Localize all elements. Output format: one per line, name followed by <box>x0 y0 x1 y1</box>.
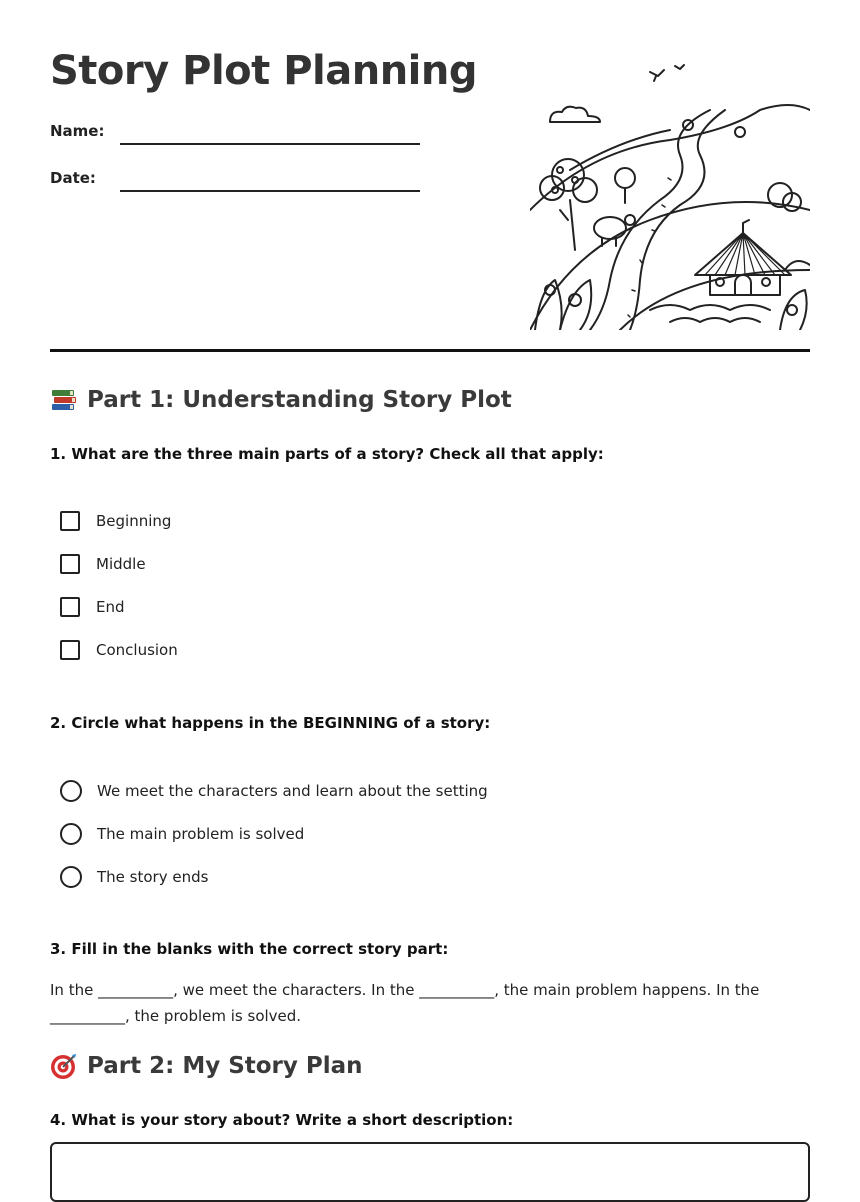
checkbox-option-conclusion[interactable] <box>60 640 178 660</box>
checkbox[interactable] <box>60 511 80 531</box>
radio-circle[interactable] <box>60 823 82 845</box>
name-label: Name: <box>50 122 105 140</box>
header-divider <box>50 349 810 352</box>
part1-heading <box>50 386 512 414</box>
date-label: Date: <box>50 169 96 187</box>
checkbox[interactable] <box>60 640 80 660</box>
option-label: The main problem is solved <box>97 825 305 843</box>
page-title: Story Plot Planning <box>50 48 477 94</box>
target-icon <box>50 1052 78 1080</box>
checkbox-option-middle[interactable] <box>60 554 146 574</box>
part1-title: Part 1: Understanding Story Plot <box>87 387 512 413</box>
fill-in-blanks-sentence: In the __________, we meet the characters. In the __________, the main problem happens. In the __________, the problem is solved. <box>50 981 760 1025</box>
part2-heading <box>50 1052 363 1080</box>
part2-title: Part 2: My Story Plan <box>87 1053 363 1079</box>
radio-option-3[interactable] <box>60 866 208 888</box>
question-1: 1. What are the three main parts of a story? Check all that apply: <box>50 445 604 463</box>
option-label: End <box>96 598 125 616</box>
name-field[interactable] <box>120 143 420 145</box>
checkbox-option-beginning[interactable] <box>60 511 171 531</box>
books-icon <box>50 386 78 414</box>
checkbox[interactable] <box>60 554 80 574</box>
story-description-answer-box[interactable] <box>50 1142 810 1202</box>
option-label: Middle <box>96 555 146 573</box>
option-label: Conclusion <box>96 641 178 659</box>
option-label: Beginning <box>96 512 172 530</box>
storybook-landscape-illustration <box>530 60 810 330</box>
question-3: 3. Fill in the blanks with the correct story part: <box>50 940 449 958</box>
date-field[interactable] <box>120 190 420 192</box>
option-label: The story ends <box>97 868 209 886</box>
radio-option-1[interactable] <box>60 780 488 802</box>
radio-circle[interactable] <box>60 780 82 802</box>
radio-circle[interactable] <box>60 866 82 888</box>
radio-option-2[interactable] <box>60 823 304 845</box>
checkbox[interactable] <box>60 597 80 617</box>
checkbox-option-end[interactable] <box>60 597 125 617</box>
question-2: 2. Circle what happens in the BEGINNING of a story: <box>50 714 491 732</box>
question-4: 4. What is your story about? Write a short description: <box>50 1111 514 1129</box>
option-label: We meet the characters and learn about the setting <box>97 782 488 800</box>
